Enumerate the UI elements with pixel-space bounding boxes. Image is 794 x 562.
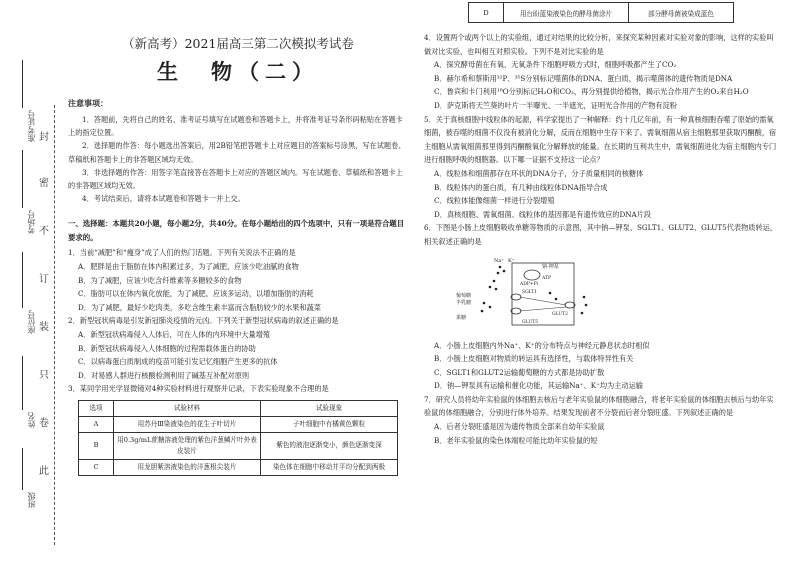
seal-char: 封 bbox=[38, 128, 50, 143]
question-stem: 7．研究人员将幼年实验鼠的体细胞去核后与老年实验鼠的体细胞融合，将老年实验鼠的体细胞去核后与幼年实验鼠的体细胞融合，分别进行体外培养。结果发现前者不分裂而后者分裂旺盛。下列叙述正确的是 bbox=[424, 394, 774, 418]
question-option: D．真核细胞、需氧细菌、线粒体的基因都是有遗传效应的DNA片段 bbox=[434, 209, 652, 219]
table-cell: 染色体在细胞中移动并平均分配到两极 bbox=[261, 459, 398, 475]
table-cell: C bbox=[79, 459, 114, 475]
sglt1-shape bbox=[511, 294, 521, 300]
question-option: A．后者分裂旺盛是因为遗传物质全部来自幼年实验鼠 bbox=[434, 422, 605, 432]
question-option: A．探究酵母菌在有氧、无氧条件下细胞呼吸方式时，细胞呼吸都产生了CO₂ bbox=[434, 60, 677, 70]
exam-title: （新高考）2021届高三第二次模拟考试卷 bbox=[122, 36, 354, 51]
right-column bbox=[424, 8, 780, 447]
table-cell: 部分酵母菌被染成蓝色 bbox=[629, 3, 734, 23]
class-label: 班级 bbox=[27, 492, 36, 508]
table-cell: 子叶细胞中有橘黄色颗粒 bbox=[261, 416, 398, 432]
question-option: C．鲁宾和卡门利用¹⁸O分别标记H₂O和CO₂，再分别提供给植物，揭示光合作用产生的O₂来自H₂O bbox=[434, 87, 749, 97]
table-header-row bbox=[79, 400, 398, 416]
question-option: B．小肠上皮细胞对物质的转运具有选择性，与载体特异性有关 bbox=[434, 354, 634, 364]
seal-dashed-line bbox=[54, 105, 55, 545]
notice-item: 1．答题前，先将自己的姓名、准考证号填写在试题卷和答题卡上，并将准考证号条形码粘贴在答题卡上的指定位置。 bbox=[68, 115, 403, 138]
diagram-label: 钠-钾泵 bbox=[542, 263, 559, 270]
question-stem: 2．新型冠状病毒是引发新冠肺炎疫情的元凶。下列关于新型冠状病毒的叙述正确的是 bbox=[68, 316, 339, 326]
class-blank[interactable] bbox=[22, 448, 23, 490]
question-option: B．老年实验鼠的染色体端粒可能比幼年实验鼠的短 bbox=[434, 435, 598, 445]
question-option: B．为了减肥，应该少吃含纤维素等多糖较多的食物 bbox=[78, 275, 242, 285]
binding-strip bbox=[0, 0, 60, 562]
question-option: B．线粒体内的蛋白质，有几种由线粒体DNA指导合成 bbox=[434, 182, 608, 192]
table-cell: D bbox=[469, 3, 504, 23]
question-option: B．新型冠状病毒侵入人体细胞的过程需载体蛋白的协助 bbox=[78, 343, 256, 353]
question-option: D．萨克斯将天竺葵的叶片一半曝光、一半遮光，证明光合作用的产物有淀粉 bbox=[434, 100, 677, 110]
question-option: C．线粒体能像细菌一样进行分裂增殖 bbox=[434, 196, 555, 206]
name-blank[interactable] bbox=[22, 356, 23, 410]
diagram-label: 果糖 bbox=[456, 314, 467, 321]
question-stem: 5．关于真核细胞中线粒体的起源，科学家提出了一种解释：约十几亿年前，有一种真核细胞吞噬了原始的需氧细菌，被吞噬的细菌不仅没有被消化分解，反而在细胞中生存下来了。需氧细菌从宿主细胞那里获取丙酮酸，宿主细胞从需氧细菌那里得到丙酮酸氧化分解释放的能量。在长期的互利共生中，需氧细菌进化为宿主细胞内专门进行细胞呼吸的细胞器。以下哪一证据不支持这一论点？ bbox=[424, 114, 777, 165]
question-option: D．为了减肥，最好少吃肉类，多吃含维生素丰富而含脂肪较少的水果和蔬菜 bbox=[78, 302, 321, 312]
table-header-cell: 选项 bbox=[79, 400, 114, 416]
exam-no-blank[interactable] bbox=[22, 60, 23, 108]
question-option: C．脂肪可以在体内氧化放能，为了减肥，应该多运动，以增加脂肪的消耗 bbox=[78, 289, 314, 299]
name-label: 姓名 bbox=[27, 412, 36, 428]
seat-no-label: 座位号 bbox=[27, 310, 36, 334]
question-option: C．以病毒蛋白质制成的疫苗可能引发记忆细胞产生更多的抗体 bbox=[78, 357, 278, 367]
diagram-label: GLUT2 bbox=[552, 311, 568, 317]
table-cell: 用苏丹Ⅲ染液染色的花生子叶切片 bbox=[114, 416, 261, 432]
table-cell: 用0.3g/mL蔗糖溶液处理的紫色洋葱鳞片叶外表皮装片 bbox=[114, 432, 261, 459]
glut2-shape bbox=[565, 302, 575, 308]
table-cell: 紫色的液泡逐渐变小，颜色逐渐变深 bbox=[261, 432, 398, 459]
seal-char: 此 bbox=[38, 462, 50, 477]
experiment-table-continued bbox=[468, 2, 734, 23]
diagram-label: 葡萄糖 bbox=[456, 292, 472, 299]
seal-char: 卷 bbox=[38, 414, 50, 429]
fructose-arrow bbox=[520, 307, 566, 311]
subject-title: 生 物（二） bbox=[157, 59, 319, 84]
question-option: A．新型冠状病毒侵入人体后，可在人体的内环境中大量增殖 bbox=[78, 329, 271, 339]
table-header-cell: 试验材料 bbox=[114, 400, 261, 416]
question-option: A．线粒体和细菌都存在环状的DNA分子，分子质量相同的核糖体 bbox=[434, 168, 644, 178]
exam-no-label: 准考证号 bbox=[27, 110, 36, 142]
diagram-label: 半乳糖 bbox=[456, 299, 472, 306]
question-option: D．对易感人群进行核酸检测利用了碱基互补配对原则 bbox=[78, 370, 250, 380]
question-stem: 4．设置两个或两个以上的实验组，通过对结果的比较分析，来探究某种因素对实验对象的影响，这样的实验叫做对比实验，也叫相互对照实验。下列不是对比实验的是 bbox=[424, 33, 774, 56]
diagram-label: ADP+Pi bbox=[520, 281, 539, 287]
glucose-arrow bbox=[520, 297, 566, 305]
diagram-label: SGLT1 bbox=[522, 289, 538, 295]
seal-char: 只 bbox=[38, 366, 50, 381]
small-intestine-transport-diagram bbox=[454, 253, 594, 331]
question-option: A．肥胖是由于脂肪在体内积累过多，为了减肥，应该少吃油腻的食物 bbox=[78, 262, 299, 272]
notice-heading: 注意事项： bbox=[68, 98, 108, 108]
table-cell: B bbox=[79, 432, 114, 459]
glut5-shape bbox=[511, 308, 521, 314]
seal-char: 订 bbox=[38, 270, 50, 285]
table-cell: 用龙胆紫溶液染色的洋葱根尖装片 bbox=[114, 459, 261, 475]
question-option: D．钠—钾泵具有运输和催化功能，其运输Na⁺、K⁺均为主动运输 bbox=[434, 381, 643, 391]
table-row bbox=[469, 3, 734, 23]
question-option: B．赫尔希和蔡斯用³²P、³⁵S分别标记噬菌体的DNA、蛋白质，揭示噬菌体的遗传物质是DNA bbox=[434, 73, 733, 83]
table-row bbox=[79, 459, 398, 475]
question-stem: 6．下图是小肠上皮细胞吸收单糖等物质的示意图，其中钠—钾泵、SGLT1、GLUT2、GLUT5代表物质转运，相关叙述正确的是 bbox=[424, 223, 778, 246]
notice-item: 3．非选择题的作答：用签字笔直接答在答题卡上对应的答题区域内。写在试题卷、草稿纸和答题卡上的非答题区域均无效。 bbox=[68, 167, 403, 191]
pump-shape bbox=[524, 270, 540, 280]
experiment-table bbox=[78, 400, 398, 476]
left-column bbox=[68, 34, 408, 476]
notice-item: 2．选择题的作答：每小题选出答案后，用2B铅笔把答题卡上对应题目的答案标号涂黑，写在试题卷、草稿纸和答题卡上的非答题区域均无效。 bbox=[68, 141, 406, 164]
diagram-label: K⁺ bbox=[508, 257, 515, 264]
table-cell: 用台盼蓝染液染色的酵母菌涂片 bbox=[504, 3, 629, 23]
diagram-label: GLUT5 bbox=[522, 319, 538, 325]
question-option: A．小肠上皮细胞内外Na⁺、K⁺的分布特点与神经元静息状态时相似 bbox=[434, 340, 650, 350]
notice-item: 4．考试结束后，请将本试题卷和答题卡一并上交。 bbox=[82, 194, 245, 204]
diagram-label: Na⁺ bbox=[494, 257, 504, 264]
seal-char: 密 bbox=[38, 174, 50, 189]
seat-no-blank[interactable] bbox=[22, 252, 23, 308]
table-header-cell: 试验现象 bbox=[261, 400, 398, 416]
table-row bbox=[79, 432, 398, 459]
room-no-blank[interactable] bbox=[22, 150, 23, 208]
seal-char: 不 bbox=[38, 222, 50, 237]
diagram-label: ATP bbox=[542, 275, 552, 281]
seal-char: 装 bbox=[38, 318, 50, 333]
room-no-label: 考场号 bbox=[27, 210, 36, 234]
question-option: C．SGLT1和GLUT2运输葡萄糖的方式都是协助扩散 bbox=[434, 367, 605, 377]
section-heading: 一、选择题：本题共20小题，每小题2分，共40分。在每小题给出的四个选项中，只有一项是符合题目要求的。 bbox=[68, 219, 405, 242]
question-stem: 3．某同学用光学显微镜对4种实验材料进行观察并记录，下表实验现象不合理的是 bbox=[68, 384, 329, 394]
question-stem: 1．当前“减肥”和“瘦身”成了人们的热门话题。下列有关说法不正确的是 bbox=[68, 248, 296, 258]
table-cell: A bbox=[79, 416, 114, 432]
table-row bbox=[79, 416, 398, 432]
